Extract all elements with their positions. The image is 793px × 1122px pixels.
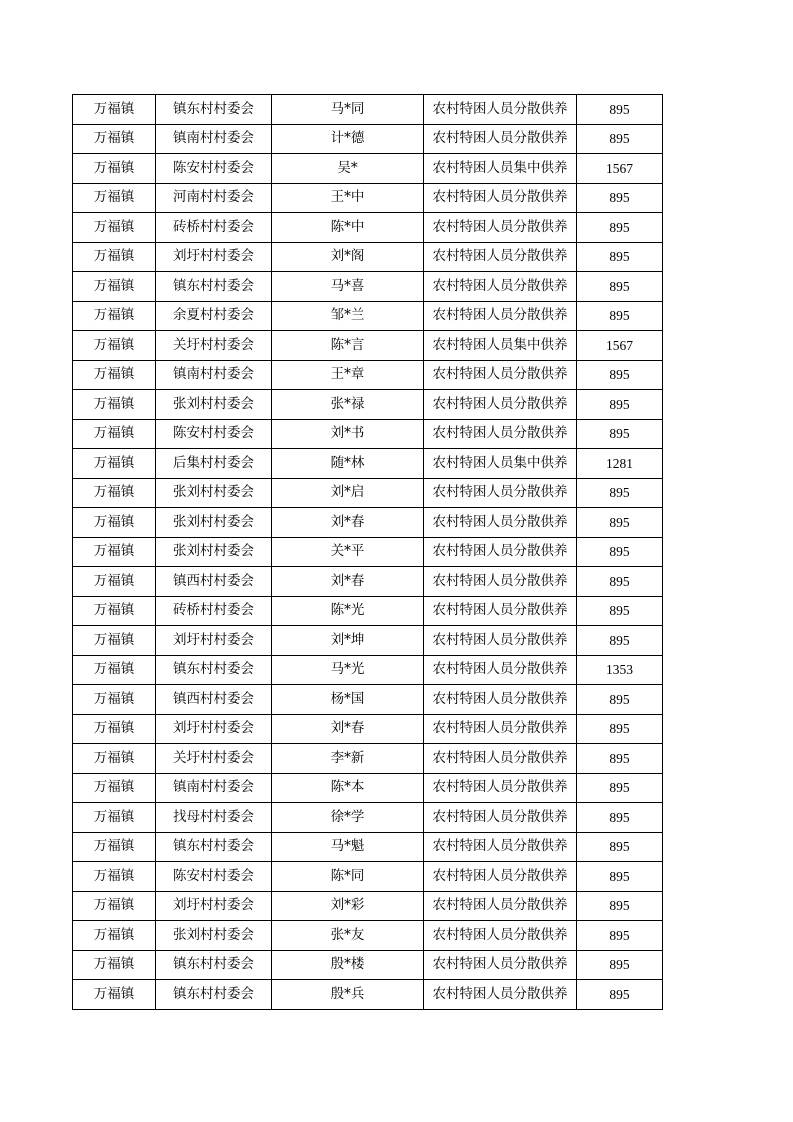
town-cell: 万福镇 xyxy=(73,390,156,420)
village-cell: 陈安村村委会 xyxy=(156,862,272,892)
village-cell: 镇东村村委会 xyxy=(156,272,272,302)
name-cell: 马*同 xyxy=(272,95,424,125)
town-cell: 万福镇 xyxy=(73,714,156,744)
category-cell: 农村特困人员分散供养 xyxy=(424,183,577,213)
recipient-table-body xyxy=(73,95,663,1010)
category-cell: 农村特困人员分散供养 xyxy=(424,980,577,1010)
table-row xyxy=(73,95,663,125)
table-row xyxy=(73,655,663,685)
name-cell: 李*新 xyxy=(272,744,424,774)
amount-cell: 895 xyxy=(577,567,663,597)
town-cell: 万福镇 xyxy=(73,773,156,803)
name-cell: 马*魁 xyxy=(272,832,424,862)
amount-cell: 895 xyxy=(577,508,663,538)
table-row xyxy=(73,803,663,833)
category-cell: 农村特困人员集中供养 xyxy=(424,449,577,479)
town-cell: 万福镇 xyxy=(73,272,156,302)
table-row xyxy=(73,183,663,213)
category-cell: 农村特困人员分散供养 xyxy=(424,950,577,980)
amount-cell: 1353 xyxy=(577,655,663,685)
name-cell: 刘*书 xyxy=(272,419,424,449)
table-row xyxy=(73,950,663,980)
village-cell: 镇东村村委会 xyxy=(156,832,272,862)
name-cell: 陈*中 xyxy=(272,213,424,243)
village-cell: 镇南村村委会 xyxy=(156,773,272,803)
amount-cell: 895 xyxy=(577,832,663,862)
category-cell: 农村特困人员分散供养 xyxy=(424,419,577,449)
name-cell: 刘*坤 xyxy=(272,626,424,656)
name-cell: 关*平 xyxy=(272,537,424,567)
town-cell: 万福镇 xyxy=(73,980,156,1010)
town-cell: 万福镇 xyxy=(73,419,156,449)
village-cell: 张刘村村委会 xyxy=(156,390,272,420)
name-cell: 殷*楼 xyxy=(272,950,424,980)
category-cell: 农村特困人员分散供养 xyxy=(424,714,577,744)
table-row xyxy=(73,360,663,390)
amount-cell: 895 xyxy=(577,242,663,272)
category-cell: 农村特困人员分散供养 xyxy=(424,213,577,243)
amount-cell: 895 xyxy=(577,685,663,715)
category-cell: 农村特困人员集中供养 xyxy=(424,154,577,184)
name-cell: 张*友 xyxy=(272,921,424,951)
amount-cell: 895 xyxy=(577,537,663,567)
table-row xyxy=(73,567,663,597)
name-cell: 刘*春 xyxy=(272,567,424,597)
recipient-table xyxy=(72,94,663,1010)
table-row xyxy=(73,685,663,715)
village-cell: 关圩村村委会 xyxy=(156,744,272,774)
village-cell: 余夏村村委会 xyxy=(156,301,272,331)
table-row xyxy=(73,478,663,508)
village-cell: 镇东村村委会 xyxy=(156,95,272,125)
table-row xyxy=(73,891,663,921)
amount-cell: 895 xyxy=(577,419,663,449)
town-cell: 万福镇 xyxy=(73,567,156,597)
category-cell: 农村特困人员分散供养 xyxy=(424,685,577,715)
category-cell: 农村特困人员集中供养 xyxy=(424,331,577,361)
category-cell: 农村特困人员分散供养 xyxy=(424,803,577,833)
name-cell: 随*林 xyxy=(272,449,424,479)
table-row xyxy=(73,537,663,567)
name-cell: 刘*启 xyxy=(272,478,424,508)
town-cell: 万福镇 xyxy=(73,301,156,331)
amount-cell: 1567 xyxy=(577,154,663,184)
table-row xyxy=(73,626,663,656)
village-cell: 张刘村村委会 xyxy=(156,921,272,951)
village-cell: 陈安村村委会 xyxy=(156,154,272,184)
name-cell: 陈*光 xyxy=(272,596,424,626)
village-cell: 镇东村村委会 xyxy=(156,980,272,1010)
category-cell: 农村特困人员分散供养 xyxy=(424,537,577,567)
table-row xyxy=(73,154,663,184)
name-cell: 杨*国 xyxy=(272,685,424,715)
village-cell: 镇西村村委会 xyxy=(156,685,272,715)
town-cell: 万福镇 xyxy=(73,685,156,715)
town-cell: 万福镇 xyxy=(73,360,156,390)
table-row xyxy=(73,714,663,744)
town-cell: 万福镇 xyxy=(73,183,156,213)
amount-cell: 895 xyxy=(577,744,663,774)
name-cell: 徐*学 xyxy=(272,803,424,833)
amount-cell: 895 xyxy=(577,714,663,744)
village-cell: 找母村村委会 xyxy=(156,803,272,833)
village-cell: 砖桥村村委会 xyxy=(156,213,272,243)
name-cell: 殷*兵 xyxy=(272,980,424,1010)
name-cell: 刘*春 xyxy=(272,508,424,538)
name-cell: 马*光 xyxy=(272,655,424,685)
name-cell: 邹*兰 xyxy=(272,301,424,331)
table-row xyxy=(73,390,663,420)
amount-cell: 895 xyxy=(577,360,663,390)
name-cell: 张*禄 xyxy=(272,390,424,420)
category-cell: 农村特困人员分散供养 xyxy=(424,626,577,656)
name-cell: 马*喜 xyxy=(272,272,424,302)
village-cell: 张刘村村委会 xyxy=(156,537,272,567)
town-cell: 万福镇 xyxy=(73,596,156,626)
village-cell: 张刘村村委会 xyxy=(156,508,272,538)
name-cell: 刘*阁 xyxy=(272,242,424,272)
table-row xyxy=(73,124,663,154)
table-row xyxy=(73,449,663,479)
table-row xyxy=(73,508,663,538)
village-cell: 镇南村村委会 xyxy=(156,124,272,154)
category-cell: 农村特困人员分散供养 xyxy=(424,832,577,862)
amount-cell: 1567 xyxy=(577,331,663,361)
town-cell: 万福镇 xyxy=(73,950,156,980)
name-cell: 吴* xyxy=(272,154,424,184)
town-cell: 万福镇 xyxy=(73,803,156,833)
name-cell: 王*中 xyxy=(272,183,424,213)
amount-cell: 895 xyxy=(577,891,663,921)
amount-cell: 895 xyxy=(577,862,663,892)
category-cell: 农村特困人员分散供养 xyxy=(424,655,577,685)
amount-cell: 895 xyxy=(577,301,663,331)
name-cell: 王*章 xyxy=(272,360,424,390)
name-cell: 计*德 xyxy=(272,124,424,154)
amount-cell: 895 xyxy=(577,626,663,656)
category-cell: 农村特困人员分散供养 xyxy=(424,124,577,154)
table-row xyxy=(73,242,663,272)
village-cell: 关圩村村委会 xyxy=(156,331,272,361)
amount-cell: 895 xyxy=(577,124,663,154)
category-cell: 农村特困人员分散供养 xyxy=(424,773,577,803)
town-cell: 万福镇 xyxy=(73,508,156,538)
name-cell: 刘*彩 xyxy=(272,891,424,921)
table-row xyxy=(73,773,663,803)
amount-cell: 895 xyxy=(577,272,663,302)
category-cell: 农村特困人员分散供养 xyxy=(424,862,577,892)
town-cell: 万福镇 xyxy=(73,449,156,479)
village-cell: 刘圩村村委会 xyxy=(156,242,272,272)
name-cell: 陈*言 xyxy=(272,331,424,361)
table-row xyxy=(73,862,663,892)
amount-cell: 895 xyxy=(577,950,663,980)
town-cell: 万福镇 xyxy=(73,891,156,921)
category-cell: 农村特困人员分散供养 xyxy=(424,478,577,508)
village-cell: 镇东村村委会 xyxy=(156,950,272,980)
table-row xyxy=(73,832,663,862)
village-cell: 陈安村村委会 xyxy=(156,419,272,449)
village-cell: 张刘村村委会 xyxy=(156,478,272,508)
village-cell: 刘圩村村委会 xyxy=(156,891,272,921)
name-cell: 陈*同 xyxy=(272,862,424,892)
table-row xyxy=(73,980,663,1010)
town-cell: 万福镇 xyxy=(73,921,156,951)
amount-cell: 895 xyxy=(577,773,663,803)
amount-cell: 895 xyxy=(577,213,663,243)
category-cell: 农村特困人员分散供养 xyxy=(424,508,577,538)
town-cell: 万福镇 xyxy=(73,862,156,892)
village-cell: 镇南村村委会 xyxy=(156,360,272,390)
village-cell: 河南村村委会 xyxy=(156,183,272,213)
category-cell: 农村特困人员分散供养 xyxy=(424,567,577,597)
table-row xyxy=(73,744,663,774)
category-cell: 农村特困人员分散供养 xyxy=(424,272,577,302)
town-cell: 万福镇 xyxy=(73,744,156,774)
village-cell: 镇西村村委会 xyxy=(156,567,272,597)
amount-cell: 895 xyxy=(577,803,663,833)
category-cell: 农村特困人员分散供养 xyxy=(424,891,577,921)
category-cell: 农村特困人员分散供养 xyxy=(424,921,577,951)
amount-cell: 895 xyxy=(577,478,663,508)
category-cell: 农村特困人员分散供养 xyxy=(424,596,577,626)
village-cell: 刘圩村村委会 xyxy=(156,714,272,744)
town-cell: 万福镇 xyxy=(73,537,156,567)
table-row xyxy=(73,921,663,951)
town-cell: 万福镇 xyxy=(73,154,156,184)
category-cell: 农村特困人员分散供养 xyxy=(424,242,577,272)
town-cell: 万福镇 xyxy=(73,331,156,361)
amount-cell: 1281 xyxy=(577,449,663,479)
town-cell: 万福镇 xyxy=(73,832,156,862)
village-cell: 镇东村村委会 xyxy=(156,655,272,685)
town-cell: 万福镇 xyxy=(73,626,156,656)
table-row xyxy=(73,596,663,626)
category-cell: 农村特困人员分散供养 xyxy=(424,301,577,331)
town-cell: 万福镇 xyxy=(73,124,156,154)
name-cell: 陈*本 xyxy=(272,773,424,803)
amount-cell: 895 xyxy=(577,921,663,951)
table-row xyxy=(73,419,663,449)
amount-cell: 895 xyxy=(577,390,663,420)
town-cell: 万福镇 xyxy=(73,242,156,272)
table-row xyxy=(73,213,663,243)
table-row xyxy=(73,301,663,331)
town-cell: 万福镇 xyxy=(73,655,156,685)
town-cell: 万福镇 xyxy=(73,213,156,243)
town-cell: 万福镇 xyxy=(73,478,156,508)
category-cell: 农村特困人员分散供养 xyxy=(424,390,577,420)
town-cell: 万福镇 xyxy=(73,95,156,125)
category-cell: 农村特困人员分散供养 xyxy=(424,95,577,125)
village-cell: 后集村村委会 xyxy=(156,449,272,479)
table-row xyxy=(73,331,663,361)
amount-cell: 895 xyxy=(577,980,663,1010)
table-row xyxy=(73,272,663,302)
name-cell: 刘*春 xyxy=(272,714,424,744)
village-cell: 砖桥村村委会 xyxy=(156,596,272,626)
category-cell: 农村特困人员分散供养 xyxy=(424,360,577,390)
amount-cell: 895 xyxy=(577,95,663,125)
amount-cell: 895 xyxy=(577,596,663,626)
category-cell: 农村特困人员分散供养 xyxy=(424,744,577,774)
amount-cell: 895 xyxy=(577,183,663,213)
village-cell: 刘圩村村委会 xyxy=(156,626,272,656)
